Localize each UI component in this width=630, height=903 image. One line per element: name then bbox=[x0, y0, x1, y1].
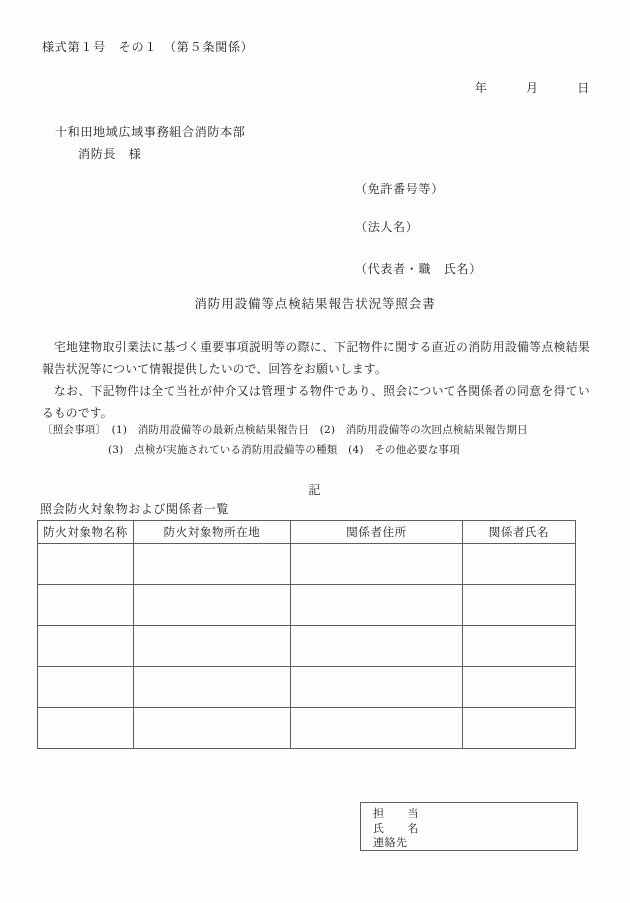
body-paragraph-2: なお、下記物件は全て当社が仲介又は管理する物件であり、照会について各関係者の同意を得ているものです。 bbox=[42, 384, 590, 420]
table-cell[interactable] bbox=[38, 708, 134, 749]
inquiry-line-2: (3) 点検が実施されている消防用設備等の種類 (4) その他必要な事項 bbox=[108, 444, 460, 456]
table-cell[interactable] bbox=[38, 667, 134, 708]
table-cell[interactable] bbox=[134, 667, 291, 708]
table-cell[interactable] bbox=[38, 585, 134, 626]
addressee-person: 消防長 様 bbox=[78, 147, 142, 161]
table-row bbox=[38, 626, 576, 667]
table-cell[interactable] bbox=[38, 544, 134, 585]
contact-box bbox=[360, 802, 578, 851]
table-cell[interactable] bbox=[134, 626, 291, 667]
table-row bbox=[38, 708, 576, 749]
table-row bbox=[38, 667, 576, 708]
inquiry-items bbox=[42, 420, 590, 460]
table-row bbox=[38, 585, 576, 626]
table-header-cell: 関係者住所 bbox=[291, 521, 463, 544]
table-cell[interactable] bbox=[463, 708, 576, 749]
table-header-row bbox=[38, 521, 576, 544]
table-cell[interactable] bbox=[463, 626, 576, 667]
table-cell[interactable] bbox=[463, 585, 576, 626]
table-cell[interactable] bbox=[38, 626, 134, 667]
table-cell[interactable] bbox=[134, 585, 291, 626]
sender-representative-field: （代表者・職 氏名） bbox=[355, 262, 483, 276]
table-cell[interactable] bbox=[134, 544, 291, 585]
table-header-cell: 関係者氏名 bbox=[463, 521, 576, 544]
sender-corporate-name-field: （法人名） bbox=[355, 220, 419, 234]
table-cell[interactable] bbox=[291, 708, 463, 749]
contact-row-name[interactable]: 氏 名 bbox=[373, 821, 419, 835]
inquiry-line-1: 〔照会事項〕 (1) 消防用設備等の最新点検結果報告日 (2) 消防用設備等の次回点検結果報告期日 bbox=[42, 424, 528, 436]
table-cell[interactable] bbox=[291, 585, 463, 626]
body-paragraph-1: 宅地建物取引業法に基づく重要事項説明等の際に、下記物件に関する直近の消防用設備等点検結果報告状況等について情報提供したいので、回答をお願いします。 bbox=[42, 340, 590, 376]
ki-mark: 記 bbox=[308, 483, 322, 497]
table-cell[interactable] bbox=[291, 667, 463, 708]
table-header-cell: 防火対象物所在地 bbox=[134, 521, 291, 544]
table-cell[interactable] bbox=[463, 544, 576, 585]
table-cell[interactable] bbox=[134, 708, 291, 749]
contact-row-phone[interactable]: 連絡先 bbox=[373, 836, 408, 849]
date-line: 年 月 日 bbox=[474, 81, 590, 95]
table-caption: 照会防火対象物および関係者一覧 bbox=[40, 502, 230, 516]
document-title: 消防用設備等点検結果報告状況等照会書 bbox=[194, 296, 436, 311]
table-cell[interactable] bbox=[291, 626, 463, 667]
table-cell[interactable] bbox=[463, 667, 576, 708]
form-number: 様式第１号 その１ （第５条関係） bbox=[42, 40, 254, 54]
table-header-cell: 防火対象物名称 bbox=[38, 521, 134, 544]
contact-row-charge[interactable]: 担 当 bbox=[373, 807, 419, 820]
table-cell[interactable] bbox=[291, 544, 463, 585]
body-text bbox=[42, 336, 590, 424]
table-row bbox=[38, 544, 576, 585]
property-table bbox=[37, 520, 576, 749]
addressee-organization: 十和田地域広域事務組合消防本部 bbox=[55, 125, 246, 139]
sender-license-number-field: （免許番号等） bbox=[355, 182, 444, 196]
